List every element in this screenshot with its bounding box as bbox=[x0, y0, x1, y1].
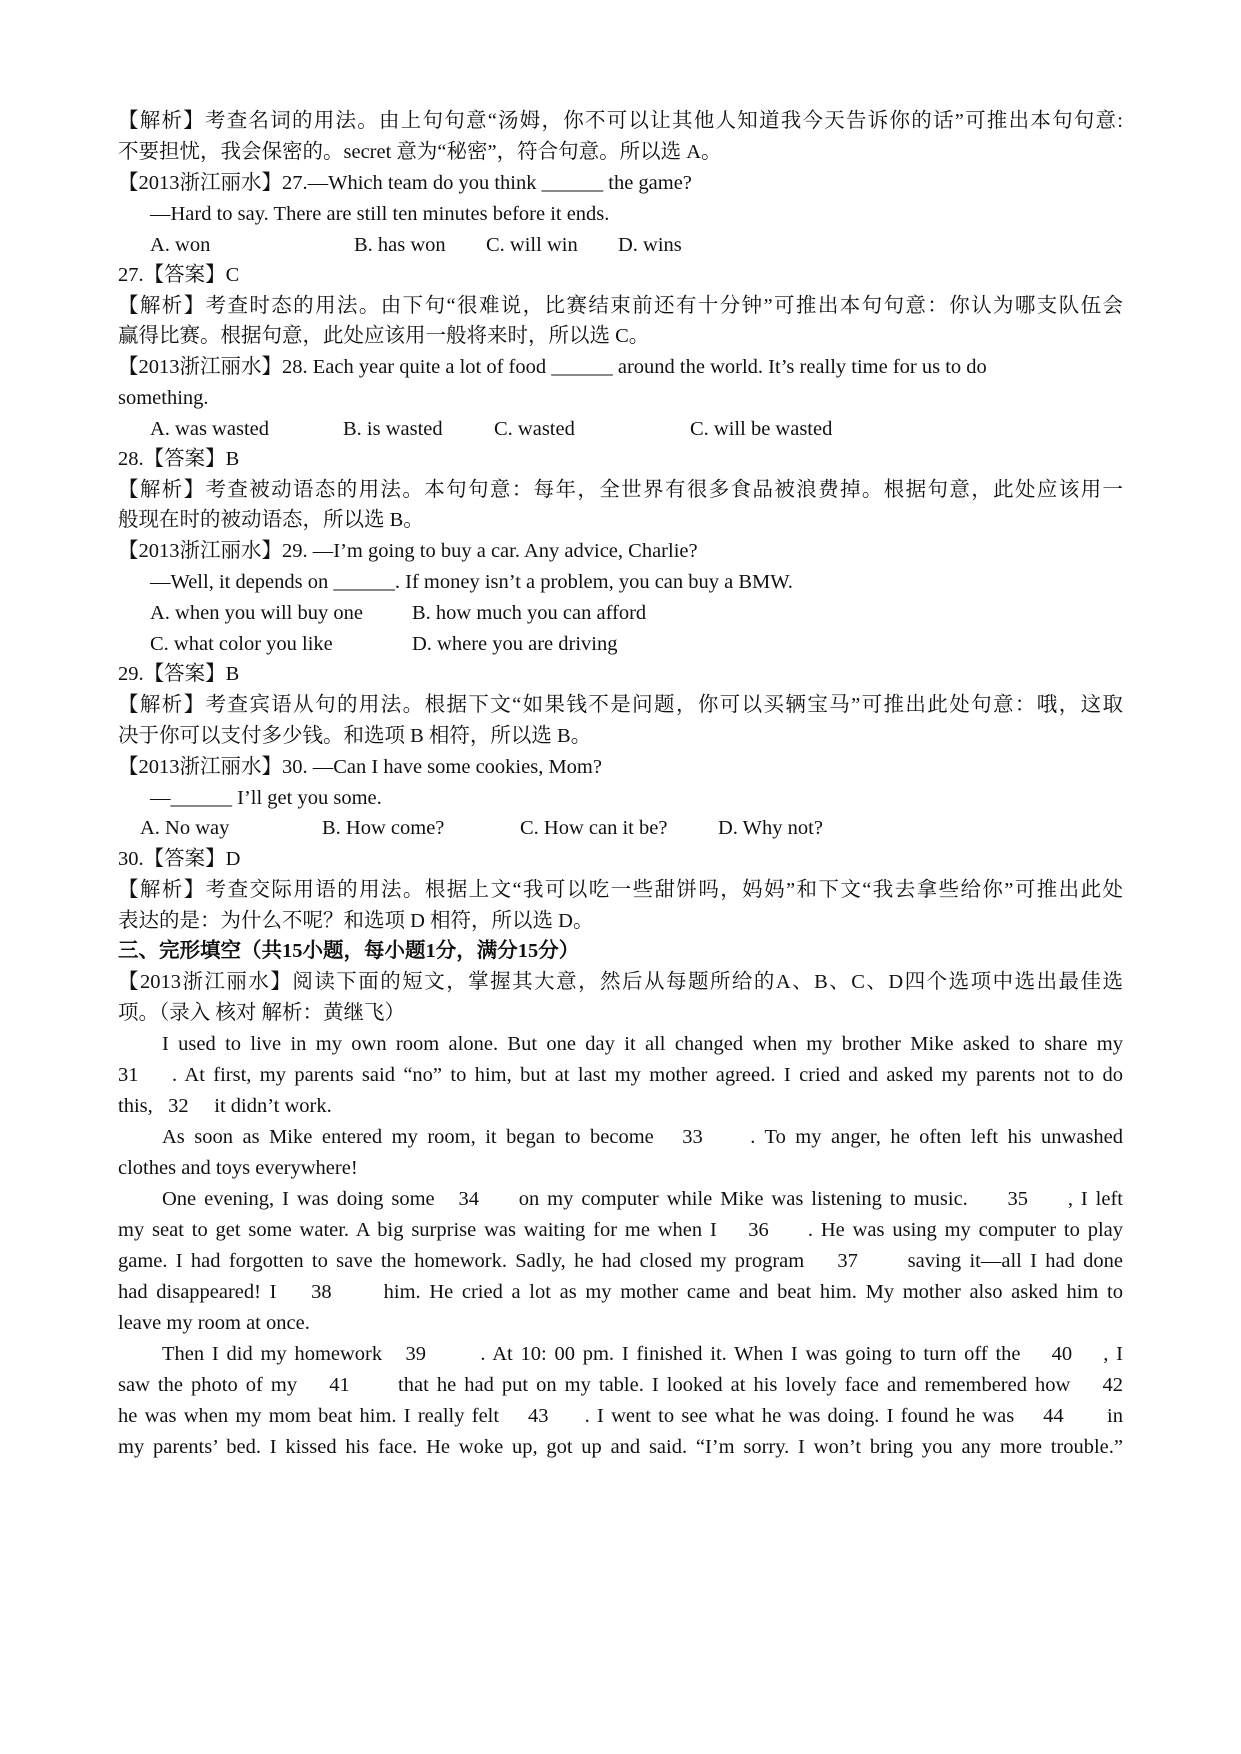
option: B. has won bbox=[354, 234, 446, 256]
text-line: —______ I’ll get you some. bbox=[150, 787, 382, 809]
answer-29: 29.【答案】B bbox=[118, 663, 240, 685]
answer-30: 30.【答案】D bbox=[118, 848, 241, 870]
option: B. How come? bbox=[322, 817, 445, 839]
text-line: 般现在时的被动语态，所以选 B。 bbox=[118, 509, 424, 531]
text-line: 【解析】考查名词的用法。由上句句意“汤姆，你不可以让其他人知道我今天告诉你的话”可推出本句句意: bbox=[118, 110, 1123, 132]
option: B. how much you can afford bbox=[412, 602, 647, 624]
passage-line: leave my room at once. bbox=[118, 1312, 310, 1334]
passage-line: As soon as Mike entered my room, it began to become 33 . To my anger, he often left his unwashed bbox=[162, 1126, 1123, 1148]
question-27: 【2013浙江丽水】27.—Which team do you think ______ the game? bbox=[118, 172, 692, 194]
passage-line: game. I had forgotten to save the homework. Sadly, he had closed my program 37 saving it—all I had done bbox=[118, 1250, 1123, 1272]
option: C. what color you like bbox=[150, 633, 333, 655]
option: D. where you are driving bbox=[412, 633, 618, 655]
option: A. No way bbox=[140, 817, 230, 839]
text-line: 项。（录入 核对 解析：黄继飞） bbox=[118, 1002, 405, 1024]
option: A. won bbox=[150, 234, 211, 256]
text-line: 不要担忧，我会保密的。secret 意为“秘密”，符合句意。所以选 A。 bbox=[118, 141, 722, 163]
passage-line: I used to live in my own room alone. But one day it all changed when my brother Mike asked to share my bbox=[162, 1033, 1123, 1055]
text-line: 【解析】考查宾语从句的用法。根据下文“如果钱不是问题，你可以买辆宝马”可推出此处句意：哦，这取 bbox=[118, 694, 1123, 716]
option: B. is wasted bbox=[343, 418, 443, 440]
text-line: 赢得比赛。根据句意，此处应该用一般将来时，所以选 C。 bbox=[118, 325, 650, 347]
option: C. How can it be? bbox=[520, 817, 668, 839]
passage-line: my seat to get some water. A big surprise was waiting for me when I 36 . He was using my computer to play bbox=[118, 1219, 1123, 1241]
option: C. wasted bbox=[494, 418, 575, 440]
passage-line: my parents’ bed. I kissed his face. He woke up, got up and said. “I’m sorry. I won’t bring you any more trouble.” bbox=[118, 1436, 1123, 1458]
option: C. will be wasted bbox=[690, 418, 833, 440]
passage-line: he was when my mom beat him. I really felt 43 . I went to see what he was doing. I found he was 44 in bbox=[118, 1405, 1123, 1427]
text-line: 决于你可以支付多少钱。和选项 B 相符，所以选 B。 bbox=[118, 725, 592, 747]
passage-line: saw the photo of my 41 that he had put on my table. I looked at his lovely face and remembered how 42 bbox=[118, 1374, 1123, 1396]
answer-27: 27.【答案】C bbox=[118, 264, 240, 286]
passage-line: clothes and toys everywhere! bbox=[118, 1157, 358, 1179]
passage-line: One evening, I was doing some 34 on my computer while Mike was listening to music. 35 , I left bbox=[162, 1188, 1123, 1210]
text-line: 表达的是：为什么不呢？和选项 D 相符，所以选 D。 bbox=[118, 910, 594, 932]
text-line: 【解析】考查交际用语的用法。根据上文“我可以吃一些甜饼吗，妈妈”和下文“我去拿些给你”可推出此处 bbox=[118, 879, 1123, 901]
text-line: 【解析】考查时态的用法。由下句“很难说，比赛结束前还有十分钟”可推出本句句意：你认为哪支队伍会 bbox=[118, 295, 1123, 317]
answer-28: 28.【答案】B bbox=[118, 448, 240, 470]
passage-line: this, 32 it didn’t work. bbox=[118, 1095, 332, 1117]
passage-line: 31 . At first, my parents said “no” to him, but at last my mother agreed. I cried and asked my parents not to do bbox=[118, 1064, 1123, 1086]
text-line: something. bbox=[118, 387, 209, 409]
passage-line: had disappeared! I 38 him. He cried a lot as my mother came and beat him. My mother also asked him to bbox=[118, 1281, 1123, 1303]
option: D. wins bbox=[618, 234, 682, 256]
option: A. was wasted bbox=[150, 418, 269, 440]
question-28: 【2013浙江丽水】28. Each year quite a lot of food ______ around the world. It’s really time for us to do bbox=[118, 356, 987, 378]
question-30: 【2013浙江丽水】30. —Can I have some cookies, Mom? bbox=[118, 756, 602, 778]
text-line: —Well, it depends on ______. If money isn’t a problem, you can buy a BMW. bbox=[150, 571, 793, 593]
option: C. will win bbox=[486, 234, 578, 256]
text-line: 【解析】考查被动语态的用法。本句句意：每年，全世界有很多食品被浪费掉。根据句意，此处应该用一 bbox=[118, 479, 1123, 501]
text-line: 【2013浙江丽水】阅读下面的短文，掌握其大意，然后从每题所给的A、B、C、D四个选项中选出最佳选 bbox=[118, 971, 1123, 993]
section-heading: 三、完形填空（共15小题，每小题1分，满分15分） bbox=[118, 940, 580, 962]
option: D. Why not? bbox=[718, 817, 823, 839]
text-line: —Hard to say. There are still ten minutes before it ends. bbox=[150, 203, 610, 225]
option: A. when you will buy one bbox=[150, 602, 363, 624]
question-29: 【2013浙江丽水】29. —I’m going to buy a car. Any advice, Charlie? bbox=[118, 540, 698, 562]
passage-line: Then I did my homework 39 . At 10: 00 pm. I finished it. When I was going to turn off the 40 , I bbox=[162, 1343, 1123, 1365]
